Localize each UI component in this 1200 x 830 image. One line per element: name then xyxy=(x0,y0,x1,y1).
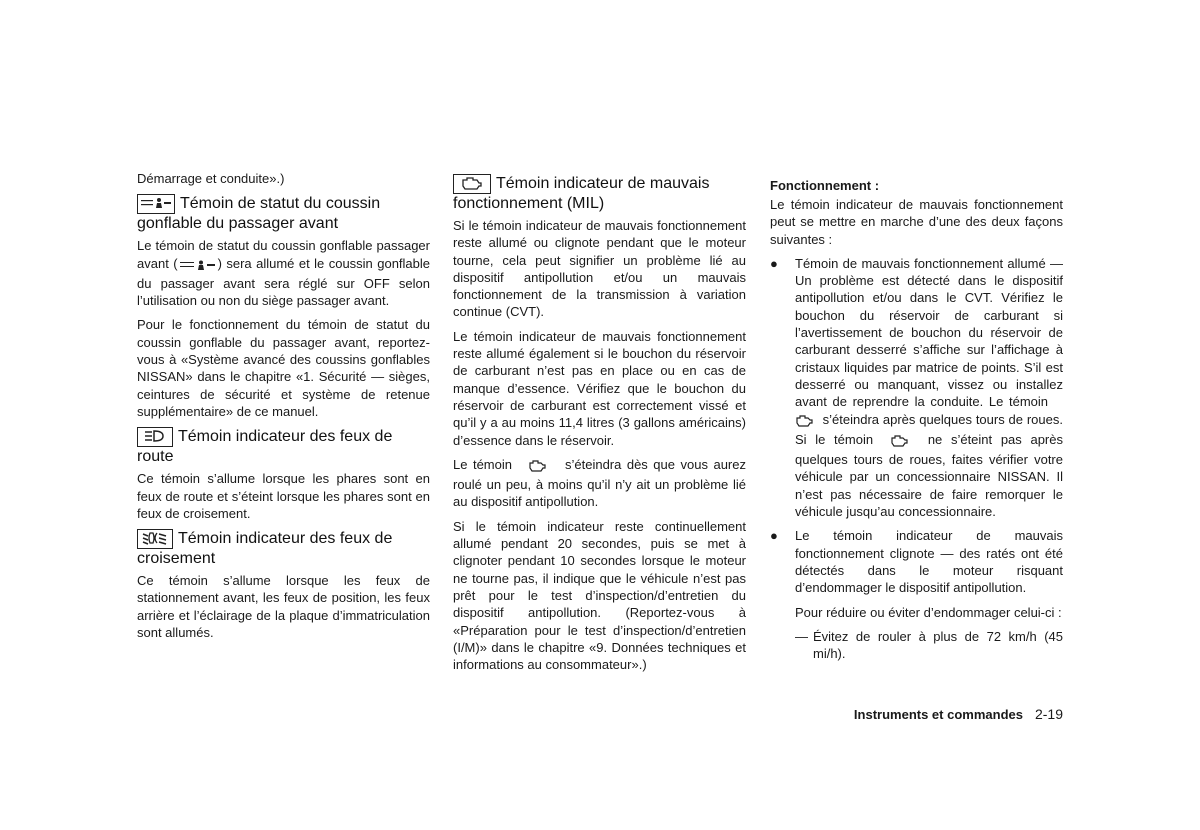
paragraph: Si le témoin indicateur de mauvais fonctionnement reste allumé ou clignote pendant que le moteur tourne, cela peut signifier un problème lié au dispositif antipollution et/ou un mauvais fonctionnement de la transmission à variation continue (CVT). xyxy=(453,218,746,320)
paragraph: Le témoin s’éteindra dès que vous aurez roulé un peu, à moins qu’il n’y ait un problème lié au dispositif antipollution. xyxy=(453,456,746,510)
page-footer xyxy=(854,706,1063,723)
high-beam-icon xyxy=(137,427,173,447)
bullet-icon: ● xyxy=(770,255,778,271)
bullet-icon: ● xyxy=(770,528,778,544)
heading-mil xyxy=(453,174,746,213)
low-beam-icon xyxy=(137,529,173,549)
column-1 xyxy=(137,170,430,648)
footer-section-title: Instruments et commandes xyxy=(853,707,1023,722)
heading-passenger-airbag xyxy=(137,194,430,233)
passenger-airbag-off-icon xyxy=(137,194,175,214)
paragraph: Ce témoin s’allume lorsque les feux de stationnement avant, les feux de position, les feux arrière et l’éclairage de la plaque d’immatriculation sont allumés. xyxy=(137,573,430,641)
heading-text: Témoin indicateur de mauvais fonctionnement (MIL) xyxy=(453,175,710,212)
heading-high-beam xyxy=(137,427,430,466)
heading-text: Témoin indicateur des feux de route xyxy=(137,428,393,466)
passenger-airbag-off-icon xyxy=(178,258,218,275)
heading-text: Témoin indicateur des feux de croisement xyxy=(137,530,393,568)
check-engine-icon xyxy=(795,414,815,431)
paragraph-continuation: Démarrage et conduite».) xyxy=(137,171,285,186)
list-item: ● Le témoin indicateur de mauvais fonctionnement clignote — des ratés ont été détectés dans le moteur risquant d’endommager le dispositif antipollution. Pour réduire ou éviter d’endommager celui-ci : — Évitez de rouler à plus de 72 km/h (45 mi/h). xyxy=(770,528,1063,662)
check-engine-icon xyxy=(890,434,910,451)
page-number: 2-19 xyxy=(1034,706,1063,722)
check-engine-icon xyxy=(453,174,491,194)
subheading-operation: Fonctionnement : xyxy=(770,178,880,193)
heading-text: Témoin de statut du coussin gonflable du passager avant xyxy=(137,195,381,233)
paragraph: Pour le fonctionnement du témoin de statut du coussin gonflable du passager avant, reportez-vous à «Système avancé des coussins gonflables NISSAN» dans le chapitre «1. Sécurité — sièges, ceintures de sécurité et système de retenue supplémentaire» de ce manuel. xyxy=(137,317,430,419)
paragraph: Le témoin indicateur de mauvais fonctionnement peut se mettre en marche d’une des deux façons suivantes : xyxy=(770,197,1063,247)
paragraph: Le témoin de statut du coussin gonflable passager avant ( ) sera allumé et le coussin gonflable du passager avant sera réglé sur OFF selon l’utilisation ou non du siège passager avant. xyxy=(137,238,431,309)
paragraph: Si le témoin indicateur reste continuellement allumé pendant 20 secondes, puis se met à clignoter pendant 10 secondes lorsque le moteur ne tourne pas, il indique que le véhicule n’est pas prêt pour le test d’inspection/d’entretien du dispositif antipollution. (Reportez-vous à «Préparation pour le test d’inspection/d’entretien (I/M)» dans le chapitre «9. Données techniques et informations au consommateur».) xyxy=(453,518,746,673)
check-engine-icon xyxy=(528,459,548,476)
heading-low-beam xyxy=(137,529,430,568)
paragraph: Le témoin indicateur de mauvais fonctionnement reste allumé également si le bouchon du réservoir de carburant n’est pas en place ou en cas de manque d’essence. Vérifiez que le bouchon du réservoir de carburant est correctement vissé et qu’il y a au moins 11,4 litres (3 gallons américains) d’essence dans le réservoir. xyxy=(453,328,746,448)
dash-item: — Évitez de rouler à plus de 72 km/h (45 mi/h). xyxy=(795,628,1063,662)
paragraph: Ce témoin s’allume lorsque les phares sont en feux de route et s’éteint lorsque les phares sont en feux de croisement. xyxy=(137,471,430,521)
column-3 xyxy=(770,170,1063,669)
bullet-list xyxy=(770,255,1063,663)
list-item: ● Témoin de mauvais fonctionnement allumé — Un problème est détecté dans le dispositif antipollution et/ou dans le CVT. Vérifiez le bouchon du réservoir de carburant si l’avertissement de bouchon du réservoir de carburant desserré s’affiche sur l’affichage à cristaux liquides par matrice de points. S’il est desserré ou manquant, vissez ou installez avant de reprendre la conduite. Le témoin s’éteindra après quelques tours de roues. Si le témoin ne s’éteint pas après quelques tours de roues, faites vérifier votre véhicule par un concessionnaire NISSAN. Il n’est pas nécessaire de faire remorquer le véhicule jusqu’au concessionnaire. xyxy=(770,255,1063,520)
column-2 xyxy=(453,170,746,680)
